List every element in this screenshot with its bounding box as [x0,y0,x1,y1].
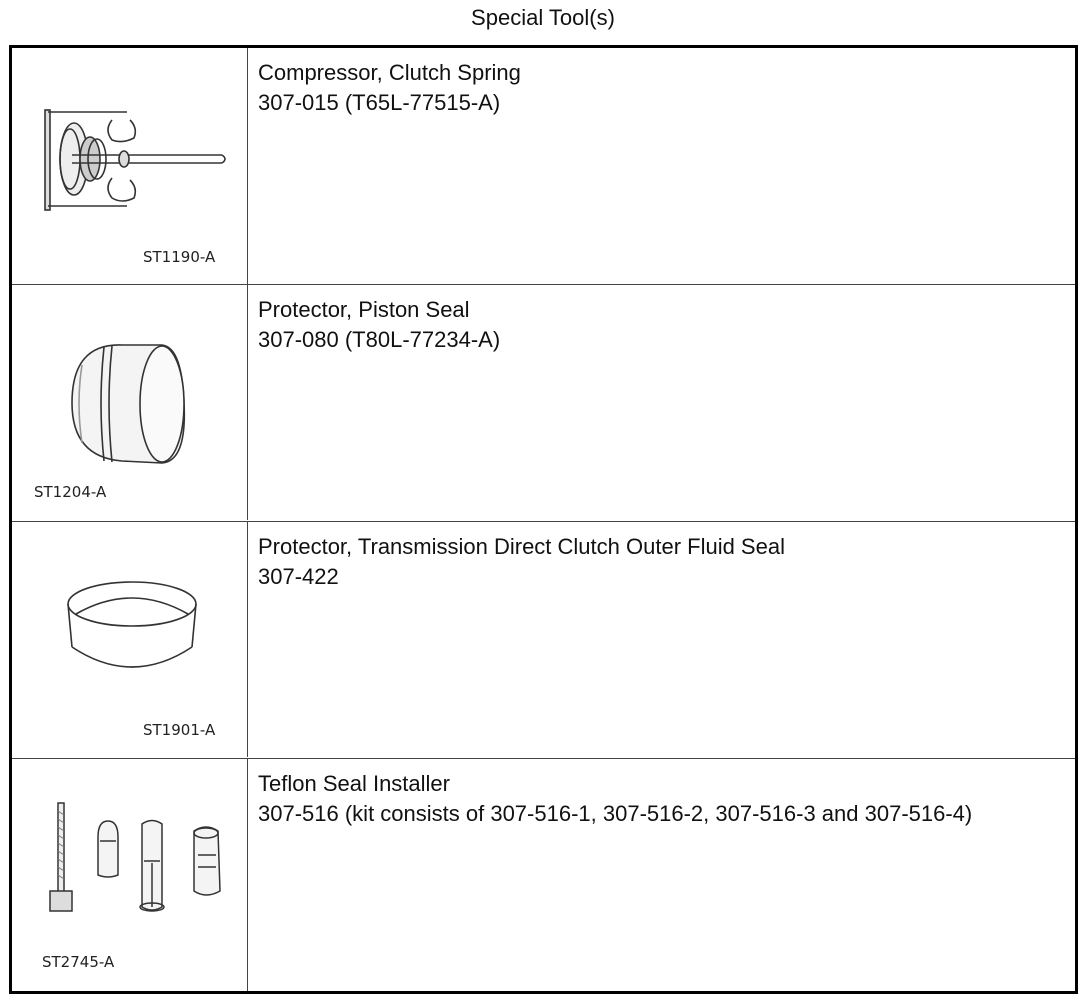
tool-description [258,769,1067,829]
tool-row [12,758,1075,991]
tool-name: Teflon Seal Installer [258,771,450,796]
figure-id: ST1190-A [143,248,216,266]
tool-number: 307-422 [258,564,339,589]
tool-description [258,532,1067,592]
figure-id: ST2745-A [42,953,115,971]
figure-id: ST1204-A [34,483,107,501]
tool-description [258,58,1067,118]
tool-row [12,48,1075,284]
tool-number: 307-080 (T80L-77234-A) [258,327,501,352]
tool-description [258,295,1067,355]
figure-id: ST1901-A [143,721,216,739]
tool-illustration-cell [12,522,248,757]
tool-row [12,284,1075,520]
tool-name: Compressor, Clutch Spring [258,60,521,85]
tool-number: 307-516 (kit consists of 307-516-1, 307-516-2, 307-516-3 and 307-516-4) [258,801,973,826]
special-tools-table [9,45,1078,994]
tool-name: Protector, Piston Seal [258,297,470,322]
tool-illustration-cell [12,48,248,284]
tool-illustration-cell [12,285,248,520]
tool-illustration-cell [12,759,248,991]
tool-name: Protector, Transmission Direct Clutch Outer Fluid Seal [258,534,785,559]
tool-row [12,521,1075,757]
page-title: Special Tool(s) [471,5,615,30]
tool-number: 307-015 (T65L-77515-A) [258,90,501,115]
